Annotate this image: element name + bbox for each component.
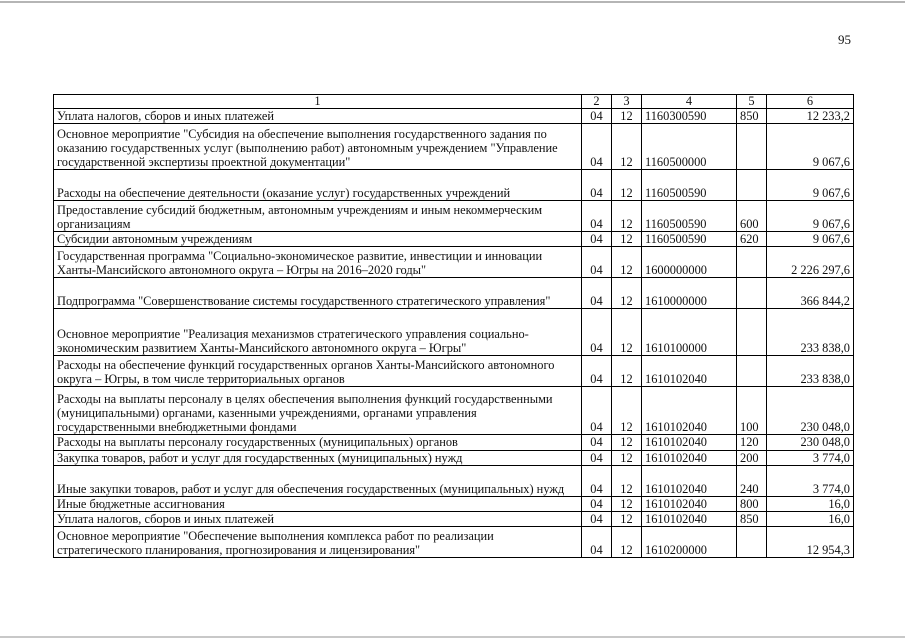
amount-value: 366 844,2 xyxy=(767,278,854,309)
amount-value: 2 226 297,6 xyxy=(767,247,854,278)
row-description: Предоставление субсидий бюджетным, автономным учреждениям и иным некоммерческим организациям xyxy=(54,201,582,232)
section-code: 04 xyxy=(582,278,612,309)
subsection-code: 12 xyxy=(612,450,642,465)
expense-type-code: 120 xyxy=(737,435,767,450)
subsection-code: 12 xyxy=(612,170,642,201)
section-code: 04 xyxy=(582,109,612,124)
section-code: 04 xyxy=(582,465,612,496)
target-article-code: 1610100000 xyxy=(642,309,737,356)
subsection-code: 12 xyxy=(612,309,642,356)
subsection-code: 12 xyxy=(612,247,642,278)
expense-type-code xyxy=(737,247,767,278)
target-article-code: 1160500590 xyxy=(642,201,737,232)
amount-value: 9 067,6 xyxy=(767,232,854,247)
page-number: 95 xyxy=(838,32,851,47)
table-row xyxy=(54,512,854,527)
table-row xyxy=(54,450,854,465)
row-description: Основное мероприятие "Субсидия на обеспечение выполнения государственного задания по оказанию государственных услуг (выполнению работ) автономным учреждением "Управление государственной экспертизы проектной документации" xyxy=(54,124,582,170)
column-header: 2 xyxy=(582,95,612,109)
target-article-code: 1610102040 xyxy=(642,496,737,511)
expense-type-code: 100 xyxy=(737,387,767,435)
amount-value: 230 048,0 xyxy=(767,387,854,435)
row-description: Иные закупки товаров, работ и услуг для обеспечения государственных (муниципальных) нужд xyxy=(54,465,582,496)
amount-value: 9 067,6 xyxy=(767,124,854,170)
expense-type-code xyxy=(737,309,767,356)
table-row xyxy=(54,278,854,309)
section-code: 04 xyxy=(582,201,612,232)
target-article-code: 1610200000 xyxy=(642,527,737,558)
row-description: Закупка товаров, работ и услуг для государственных (муниципальных) нужд xyxy=(54,450,582,465)
expense-type-code: 850 xyxy=(737,512,767,527)
table-row xyxy=(54,232,854,247)
table-row xyxy=(54,201,854,232)
table-row xyxy=(54,124,854,170)
expense-type-code xyxy=(737,527,767,558)
section-code: 04 xyxy=(582,124,612,170)
row-description: Подпрограмма "Совершенствование системы государственного стратегического управления" xyxy=(54,278,582,309)
subsection-code: 12 xyxy=(612,356,642,387)
row-description: Расходы на обеспечение функций государственных органов Ханты-Мансийского автономного округа – Югры, в том числе территориальных органов xyxy=(54,356,582,387)
scan-top-edge xyxy=(0,1,905,3)
amount-value: 16,0 xyxy=(767,512,854,527)
expense-type-code: 200 xyxy=(737,450,767,465)
target-article-code: 1610102040 xyxy=(642,387,737,435)
column-header: 4 xyxy=(642,95,737,109)
amount-value: 9 067,6 xyxy=(767,170,854,201)
amount-value: 16,0 xyxy=(767,496,854,511)
row-description: Государственная программа "Социально-экономическое развитие, инвестиции и инновации Ханты-Мансийского автономного округа – Югры на 2016–2020 годы" xyxy=(54,247,582,278)
target-article-code: 1610102040 xyxy=(642,450,737,465)
table-row xyxy=(54,109,854,124)
row-description: Уплата налогов, сборов и иных платежей xyxy=(54,512,582,527)
subsection-code: 12 xyxy=(612,278,642,309)
section-code: 04 xyxy=(582,512,612,527)
section-code: 04 xyxy=(582,496,612,511)
target-article-code: 1160500590 xyxy=(642,170,737,201)
column-header: 3 xyxy=(612,95,642,109)
row-description: Иные бюджетные ассигнования xyxy=(54,496,582,511)
table-row xyxy=(54,387,854,435)
target-article-code: 1160300590 xyxy=(642,109,737,124)
budget-table xyxy=(53,94,854,558)
expense-type-code: 600 xyxy=(737,201,767,232)
column-header: 1 xyxy=(54,95,582,109)
subsection-code: 12 xyxy=(612,512,642,527)
section-code: 04 xyxy=(582,387,612,435)
table-row xyxy=(54,527,854,558)
subsection-code: 12 xyxy=(612,109,642,124)
amount-value: 233 838,0 xyxy=(767,309,854,356)
amount-value: 12 233,2 xyxy=(767,109,854,124)
table-row xyxy=(54,465,854,496)
expense-type-code: 620 xyxy=(737,232,767,247)
amount-value: 230 048,0 xyxy=(767,435,854,450)
target-article-code: 1610102040 xyxy=(642,512,737,527)
table-row xyxy=(54,247,854,278)
row-description: Расходы на выплаты персоналу в целях обеспечения выполнения функций государственными (муниципальными) органами, казенными учреждениями, органами управления государственными внебюджетными фондами xyxy=(54,387,582,435)
row-description: Основное мероприятие "Обеспечение выполнения комплекса работ по реализации стратегического планирования, прогнозирования и лицензирования" xyxy=(54,527,582,558)
row-description: Уплата налогов, сборов и иных платежей xyxy=(54,109,582,124)
subsection-code: 12 xyxy=(612,527,642,558)
target-article-code: 1610102040 xyxy=(642,356,737,387)
amount-value: 233 838,0 xyxy=(767,356,854,387)
table-row xyxy=(54,435,854,450)
column-header: 6 xyxy=(767,95,854,109)
expense-type-code xyxy=(737,356,767,387)
expense-type-code: 240 xyxy=(737,465,767,496)
section-code: 04 xyxy=(582,435,612,450)
table-row xyxy=(54,496,854,511)
expense-type-code: 800 xyxy=(737,496,767,511)
amount-value: 3 774,0 xyxy=(767,450,854,465)
table-header-row xyxy=(54,95,854,109)
row-description: Основное мероприятие "Реализация механизмов стратегического управления социально-экономическим развитием Ханты-Мансийского автономного округа – Югры" xyxy=(54,309,582,356)
target-article-code: 1160500590 xyxy=(642,232,737,247)
target-article-code: 1160500000 xyxy=(642,124,737,170)
target-article-code: 1610102040 xyxy=(642,465,737,496)
section-code: 04 xyxy=(582,309,612,356)
row-description: Расходы на выплаты персоналу государственных (муниципальных) органов xyxy=(54,435,582,450)
table-row xyxy=(54,309,854,356)
section-code: 04 xyxy=(582,527,612,558)
section-code: 04 xyxy=(582,247,612,278)
target-article-code: 1600000000 xyxy=(642,247,737,278)
section-code: 04 xyxy=(582,356,612,387)
column-header: 5 xyxy=(737,95,767,109)
expense-type-code xyxy=(737,124,767,170)
scan-bottom-edge xyxy=(0,636,905,638)
expense-type-code xyxy=(737,170,767,201)
subsection-code: 12 xyxy=(612,435,642,450)
subsection-code: 12 xyxy=(612,496,642,511)
subsection-code: 12 xyxy=(612,465,642,496)
expense-type-code: 850 xyxy=(737,109,767,124)
section-code: 04 xyxy=(582,450,612,465)
section-code: 04 xyxy=(582,232,612,247)
expense-type-code xyxy=(737,278,767,309)
row-description: Расходы на обеспечение деятельности (оказание услуг) государственных учреждений xyxy=(54,170,582,201)
amount-value: 12 954,3 xyxy=(767,527,854,558)
subsection-code: 12 xyxy=(612,124,642,170)
section-code: 04 xyxy=(582,170,612,201)
subsection-code: 12 xyxy=(612,387,642,435)
table-row xyxy=(54,170,854,201)
table-row xyxy=(54,356,854,387)
target-article-code: 1610102040 xyxy=(642,435,737,450)
subsection-code: 12 xyxy=(612,201,642,232)
target-article-code: 1610000000 xyxy=(642,278,737,309)
amount-value: 9 067,6 xyxy=(767,201,854,232)
amount-value: 3 774,0 xyxy=(767,465,854,496)
subsection-code: 12 xyxy=(612,232,642,247)
row-description: Субсидии автономным учреждениям xyxy=(54,232,582,247)
